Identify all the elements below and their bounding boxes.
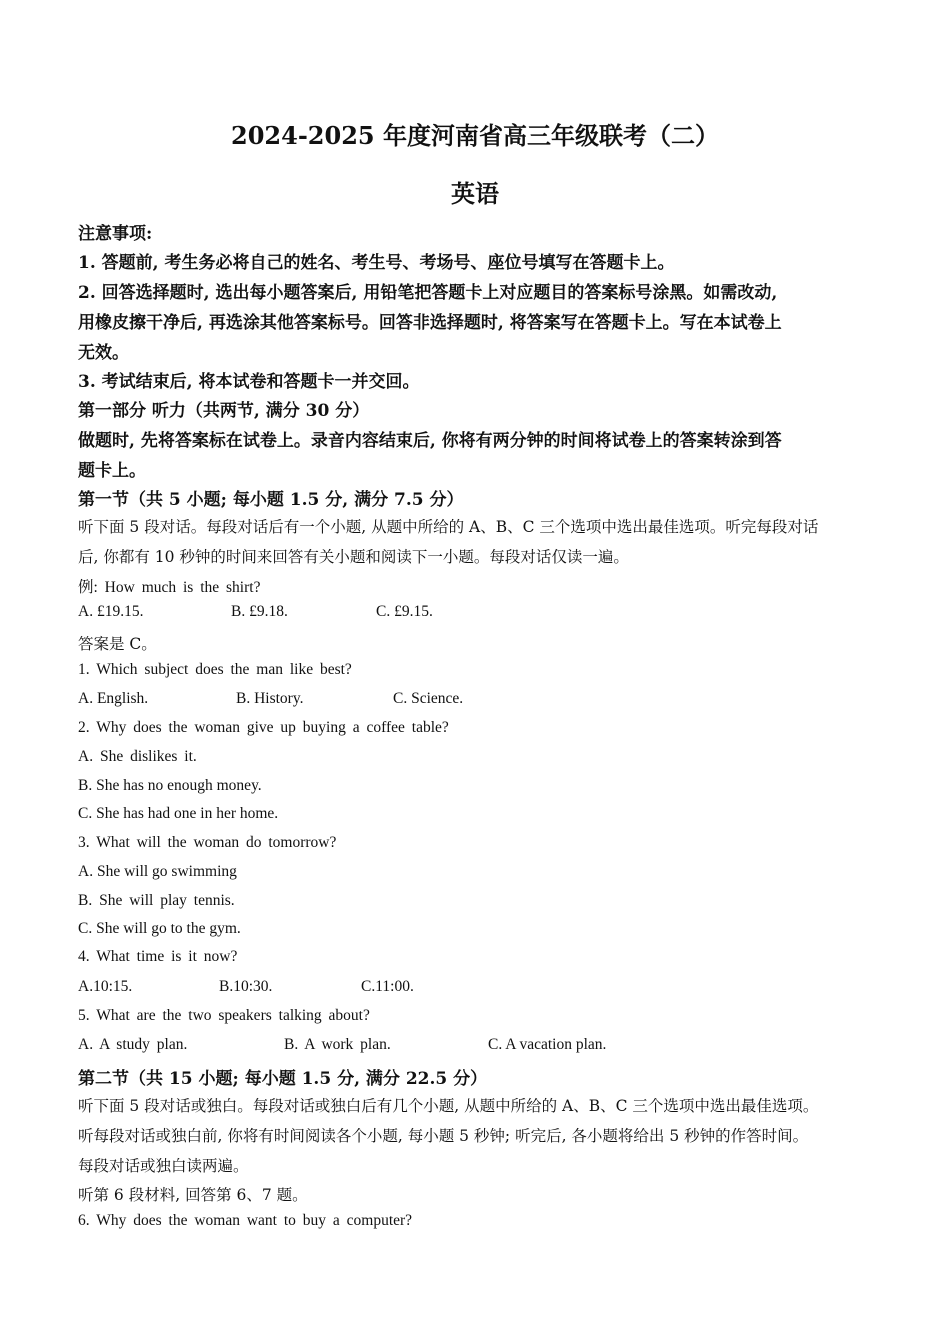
part1-instruction-line-1: 做题时, 先将答案标在试卷上。录音内容结束后, 你将有两分钟的时间将试卷上的答案转涂到答 — [78, 431, 782, 451]
question-3: 3. What will the woman do tomorrow? — [78, 834, 337, 851]
q2-option-a: A. She dislikes it. — [78, 748, 197, 765]
section1-instruction-line-1: 听下面 5 段对话。每段对话后有一个小题, 从题中所给的 A、B、C 三个选项中选出最佳选项。听完每段对话 — [78, 518, 819, 536]
question-1: 1. Which subject does the man like best? — [78, 661, 352, 678]
part1-instruction-line-2: 题卡上。 — [78, 461, 146, 481]
q3-option-a: A. She will go swimming — [78, 863, 237, 880]
notice-item-2-line-1: 2. 回答选择题时, 选出每小题答案后, 用铅笔把答题卡上对应题目的答案标号涂黑。如需改动, — [78, 283, 778, 303]
notice-heading: 注意事项: — [78, 224, 153, 244]
subject-title: 英语 — [451, 179, 499, 208]
q2-option-c: C. She has had one in her home. — [78, 805, 279, 822]
section1-instruction-line-2: 后, 你都有 10 秒钟的时间来回答有关小题和阅读下一小题。每段对话仅读一遍。 — [78, 548, 629, 566]
notice-item-2-line-3: 无效。 — [78, 343, 129, 363]
question-5: 5. What are the two speakers talking about? — [78, 1007, 370, 1024]
example-option-b: B. £9.18. — [231, 603, 288, 620]
q4-option-c: C.11:00. — [361, 978, 414, 995]
section1-heading: 第一节（共 5 小题; 每小题 1.5 分, 满分 7.5 分） — [78, 490, 464, 510]
q2-option-b: B. She has no enough money. — [78, 777, 262, 794]
question-2: 2. Why does the woman give up buying a coffee table? — [78, 719, 449, 736]
section2-instruction-line-2: 听每段对话或独白前, 你将有时间阅读各个小题, 每小题 5 秒钟; 听完后, 各小题将给出 5 秒钟的作答时间。 — [78, 1127, 809, 1145]
question-4: 4. What time is it now? — [78, 948, 238, 965]
q3-option-c: C. She will go to the gym. — [78, 920, 241, 937]
example-option-a: A. £19.15. — [78, 603, 144, 620]
q1-option-a: A. English. — [78, 690, 149, 707]
q5-option-b: B. A work plan. — [284, 1036, 391, 1053]
notice-item-3: 3. 考试结束后, 将本试卷和答题卡一并交回。 — [78, 372, 420, 392]
example-answer: 答案是 C。 — [78, 635, 157, 653]
q1-option-b: B. History. — [236, 690, 304, 707]
question-6: 6. Why does the woman want to buy a computer? — [78, 1212, 413, 1229]
part1-heading: 第一部分 听力（共两节, 满分 30 分） — [78, 401, 370, 421]
section2-instruction-line-1: 听下面 5 段对话或独白。每段对话或独白后有几个小题, 从题中所给的 A、B、C 三个选项中选出最佳选项。 — [78, 1097, 819, 1115]
q4-option-b: B.10:30. — [219, 978, 273, 995]
example-option-c: C. £9.15. — [376, 603, 433, 620]
q1-option-c: C. Science. — [393, 690, 464, 707]
q5-option-a: A. A study plan. — [78, 1036, 188, 1053]
q4-option-a: A.10:15. — [78, 978, 133, 995]
example-question: 例: How much is the shirt? — [78, 579, 261, 596]
q3-option-b: B. She will play tennis. — [78, 892, 235, 909]
section2-heading: 第二节（共 15 小题; 每小题 1.5 分, 满分 22.5 分） — [78, 1069, 488, 1089]
exam-title: 2024-2025 年度河南省高三年级联考（二） — [231, 121, 719, 150]
q5-option-c: C. A vacation plan. — [488, 1036, 607, 1053]
notice-item-2-line-2: 用橡皮擦干净后, 再选涂其他答案标号。回答非选择题时, 将答案写在答题卡上。写在本试卷上 — [78, 313, 782, 333]
section2-instruction-line-3: 每段对话或独白读两遍。 — [78, 1157, 249, 1175]
notice-item-1: 1. 答题前, 考生务必将自己的姓名、考生号、考场号、座位号填写在答题卡上。 — [78, 253, 675, 273]
material-6-note: 听第 6 段材料, 回答第 6、7 题。 — [78, 1186, 308, 1204]
